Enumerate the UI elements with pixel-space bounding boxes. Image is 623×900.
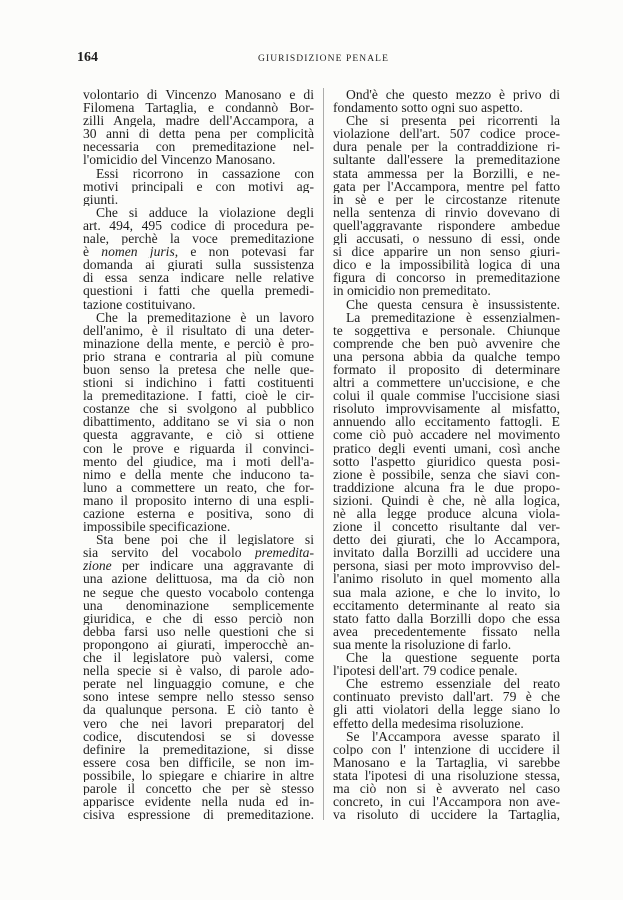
text-line: dibattimento, additano se vi sia o non [83,415,314,429]
text-line: formato il proposito di determinare [333,362,560,377]
text-line: gli atti violatori della legge siano lo [333,703,560,717]
text-line: sua mala azione, e che lo invito, lo [333,585,560,599]
text-line: luno a commettere un reato, che for- [83,480,314,494]
text-segment: sia servito del vocabolo [83,546,255,560]
right-column [333,88,560,821]
text-line: in sè e per le circostanze ritenute [333,192,560,206]
text-line: dell'animo, è il risultato di una deter- [83,323,314,337]
italic-term: nomen juris [101,245,175,259]
text-line: persona, siasi per moto improvviso del- [333,559,560,573]
text-line: nimo e della mente che inducono ta- [83,467,314,481]
text-line: codice, discutendosi se si dovesse [83,729,314,743]
text-line: sua mente la risoluzione di farlo. [333,637,512,652]
text-line: Se l'Accampora avesse sparato il [346,729,560,743]
text-line: da qualunque persona. E ciò tanto è [83,703,314,717]
text-line: ma ciò non si è avverato nel caso [333,781,560,796]
text-line: sotto l'aspetto giuridico questa posi- [333,454,560,468]
column-rule [323,88,324,820]
text-line: stato fatto dalla Borzilli dopo che essa [333,611,560,625]
text-line: stata l'ipotesi di una risoluzione stessa, [333,768,560,782]
text-line: una persona abbia da qualche tempo [333,349,560,363]
text-segment: è [83,245,102,259]
text-line: una azione delittuosa, ma da ciò non [83,572,314,586]
text-line: effetto della medesima risoluzione. [333,716,524,730]
text-line: apparisce evidente nella nuda ed in- [83,795,314,809]
text-line: comprende che ben può avvenire che [333,336,560,350]
text-line [83,559,314,572]
text-line: cisiva espressione di premeditazione. [83,808,314,822]
text-line: Manosano e la Tartaglia, vi sarebbe [333,755,560,769]
page-number: 164 [77,50,98,65]
text-line: violazione dell'art. 507 codice proce- [333,127,560,141]
text-line: Sta bene poi che il legislatore si [96,533,314,547]
text-line: eccitamento determinante al reato sia [333,598,560,612]
text-line: tazione costituivano. [83,297,196,311]
text-line: Che estremo essenziale del reato [346,677,560,691]
text-line: ne segue che questo vocabolo contenga [83,585,314,599]
text-line: sizioni. Quindi è che, nè alla logica, [333,493,560,507]
text-line: zione il concetto risultante dal ver- [333,520,560,534]
text-line: altri a commettere un'uccisione, e che [333,376,560,390]
text-line: concreto, in cui l'Accampora non ave- [333,795,560,809]
text-line: prio strana e contraria al più comune [83,349,314,363]
text-line: propongono ai giurati, imperocchè an- [83,637,314,652]
text-line: minazione della mente, e perciò è pro- [83,336,314,350]
text-line: si dice apparire un non senso giuri- [333,245,560,259]
text-line: con le prove e riguarda il convinci- [83,441,314,455]
text-line [83,245,314,258]
text-line: quell'aggravante rispondere ambedue [333,218,560,233]
text-line: come ciò può accadere nel movimento [333,428,560,442]
text-line: la premeditazione. I fatti, cioè le cir- [83,389,314,403]
text-line: domanda ai giurati sulla sussistenza [83,258,314,272]
text-line: art. 494, 495 codice di procedura pe- [83,218,314,233]
left-column [83,88,314,821]
text-line [83,546,314,559]
text-line: vero che nei lavori preparatorj del [83,716,314,730]
text-line: zione è possibile, senza che siavi con- [333,467,560,481]
text-line: stioni si indichino i fatti costituenti [83,376,314,390]
text-line: nella specie si è valso, di parole ado- [83,664,314,678]
text-line: buon senso la pretesa che nelle que- [83,362,314,377]
text-line: gata per l'Accampora, mentre pel fatto [333,179,560,193]
text-line: che il legislatore può valersi, come [83,651,314,665]
text-line: volontario di Vincenzo Manosano e di [83,88,314,102]
text-line: colui il quale commise l'uccisione siasi [333,389,560,403]
text-line: perate nel linguaggio comune, e che [83,677,314,691]
text-line: definire la premeditazione, si disse [83,742,314,756]
text-line: necessaria con premeditazione nel- [83,140,314,154]
text-line: zilli Angela, madre dell'Accampora, a [83,114,314,128]
text-line: in omicidio non premeditato. [333,284,491,298]
text-line: Ond'è che questo mezzo è privo di [346,88,560,102]
text-line: impossibile specificazione. [83,520,231,534]
text-line: mano il proposito interno di una espli- [83,493,314,507]
text-line: giunti. [83,192,119,206]
text-line: La premeditazione è essenzialmen- [346,310,560,324]
text-line: avea precedentemente fissato nella [333,624,560,638]
text-line: annuendo allo eccitamento fattogli. E [333,415,560,429]
text-line: nè alla legge produce alcuna viola- [333,507,560,521]
text-line: dico e la impossibilità logica di una [333,258,560,272]
text-line: invitato dalla Borzilli ad uccidere una [333,546,560,560]
text-line: traddizione alcuna fra le due propo- [333,480,560,494]
text-line: debba farsi uso nelle questioni che si [83,624,314,638]
text-line: cazione esterna e positiva, sono di [83,507,314,521]
text-line: mento del giudice, ma i moti dell'a- [83,454,314,468]
text-line: l'animo risoluto in quel momento alla [333,572,560,586]
text-line: Che la premeditazione è un lavoro [96,310,314,324]
text-line: stata ammessa per la Borzilli, e ne- [333,166,560,180]
text-segment: , e non potevasi far [174,245,314,259]
text-line: Essi ricorrono in cassazione con [96,166,314,180]
text-line: 30 anni di detta pena per complicità [83,127,314,141]
italic-term: zione [83,559,112,573]
text-line: parole il concetto che per sè stesso [83,781,314,796]
text-line: Che si adduce la violazione degli [96,205,314,219]
text-line: possibile, lo spiegare e chiarire in altre [83,768,314,782]
text-line: colpo con l' intenzione di uccidere il [333,742,560,756]
text-line: giuridica, e che di esso perciò non [83,611,314,625]
text-line: l'omicidio del Vincenzo Manosano. [83,153,276,167]
running-title: GIURISDIZIONE PENALE [258,54,389,64]
text-segment: per indicare una aggravante di [111,559,314,573]
text-line: dura penale per la contraddizione ri- [333,140,560,154]
text-line: l'ipotesi dell'art. 79 codice penale. [333,664,518,678]
text-line: una denominazione semplicemente [83,598,314,612]
text-line: continuato previsto dall'art. 79 è che [333,690,560,704]
text-line: essere cosa ben difficile, se non im- [83,755,314,769]
text-line: questioni i fatti che quella premedi- [83,284,314,298]
text-line: va risoluto di uccidere la Tartaglia, [333,808,560,822]
text-line: costanze che si svolgono al pubblico [83,402,314,416]
text-line: questa aggravante, e ciò si ottiene [83,428,314,442]
text-line: nale, perchè la voce premeditazione [83,232,314,246]
text-line: Che si presenta pei ricorrenti la [346,114,560,128]
text-line: motivi principali e con motivi ag- [83,179,314,193]
text-line: di essa senza indicare nelle relative [83,271,314,285]
text-line: gli accusati, o nessuno di essi, onde [333,232,560,246]
text-line: sultante dall'essere la premeditazione [333,153,560,167]
text-line: sono intese sempre nello stesso senso [83,690,314,704]
text-line: te soggettiva e personale. Chiunque [333,323,560,337]
text-line: detto dei giurati, che lo Accampora, [333,533,560,547]
text-line: Che la questione seguente porta [346,651,560,665]
text-line: figura di concorso in premeditazione [333,271,560,285]
text-line: risoluto improvvisamente al misfatto, [333,402,560,416]
italic-term: premedita- [254,546,314,560]
text-line: nella sentenza di rinvio dovevano di [333,205,560,219]
text-line: fondamento sotto ogni suo aspetto. [333,101,523,115]
text-line: pratico degli eventi umani, così anche [333,441,560,455]
text-line: Filomena Tartaglia, e condannò Bor- [83,101,314,115]
text-line: Che questa censura è insussistente. [346,297,560,311]
